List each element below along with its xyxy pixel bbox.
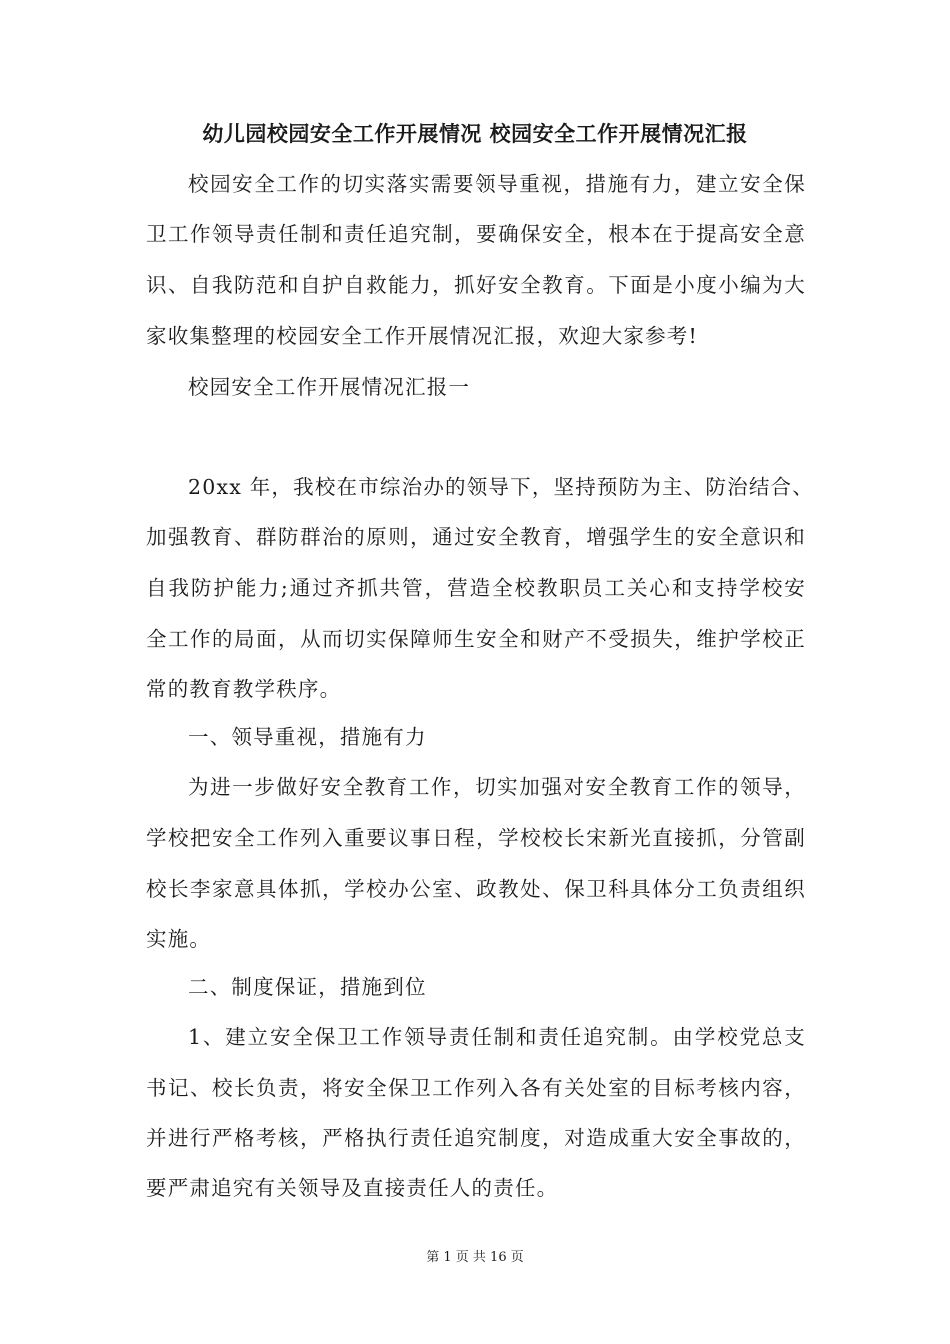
text-line: 校园安全工作的切实落实需要领导重视，措施有力，建立安全保 xyxy=(188,172,806,196)
subsection-heading: 一、领导重视，措施有力 xyxy=(188,725,427,749)
text-line: 加强教育、群防群治的原则，通过安全教育，增强学生的安全意识和 xyxy=(146,525,806,549)
text-line: 常的教育教学秩序。 xyxy=(146,677,342,701)
text-line: 自我防护能力;通过齐抓共管，营造全校教职员工关心和支持学校安 xyxy=(146,576,806,600)
text-line: 校长李家意具体抓，学校办公室、政教处、保卫科具体分工负责组织 xyxy=(146,877,806,901)
text-line: 全工作的局面，从而切实保障师生安全和财产不受损失，维护学校正 xyxy=(146,627,806,651)
text-line: 实施。 xyxy=(146,927,212,951)
text-line: 学校把安全工作列入重要议事日程，学校校长宋新光直接抓，分管副 xyxy=(146,826,806,850)
text-line: 卫工作领导责任制和责任追究制，要确保安全，根本在于提高安全意 xyxy=(146,222,806,246)
text-line: 家收集整理的校园安全工作开展情况汇报，欢迎大家参考! xyxy=(146,324,698,348)
subsection-heading: 二、制度保证，措施到位 xyxy=(188,975,427,999)
text-line: 并进行严格考核，严格执行责任追究制度，对造成重大安全事故的， xyxy=(146,1126,806,1150)
text-line: 20xx 年，我校在市综治办的领导下，坚持预防为主、防治结合、 xyxy=(188,475,814,499)
text-line: 为进一步做好安全教育工作，切实加强对安全教育工作的领导， xyxy=(188,775,806,799)
text-line: 要严肃追究有关领导及直接责任人的责任。 xyxy=(146,1176,559,1200)
text-line: 识、自我防范和自护自救能力，抓好安全教育。下面是小度小编为大 xyxy=(146,273,806,297)
page-number: 第 1 页 共 16 页 xyxy=(426,1250,524,1265)
document-title: 幼儿园校园安全工作开展情况 校园安全工作开展情况汇报 xyxy=(202,122,748,146)
section-heading: 校园安全工作开展情况汇报一 xyxy=(188,375,471,399)
text-line: 书记、校长负责，将安全保卫工作列入各有关处室的目标考核内容， xyxy=(146,1076,806,1100)
text-line: 1、建立安全保卫工作领导责任制和责任追究制。由学校党总支 xyxy=(188,1025,806,1049)
